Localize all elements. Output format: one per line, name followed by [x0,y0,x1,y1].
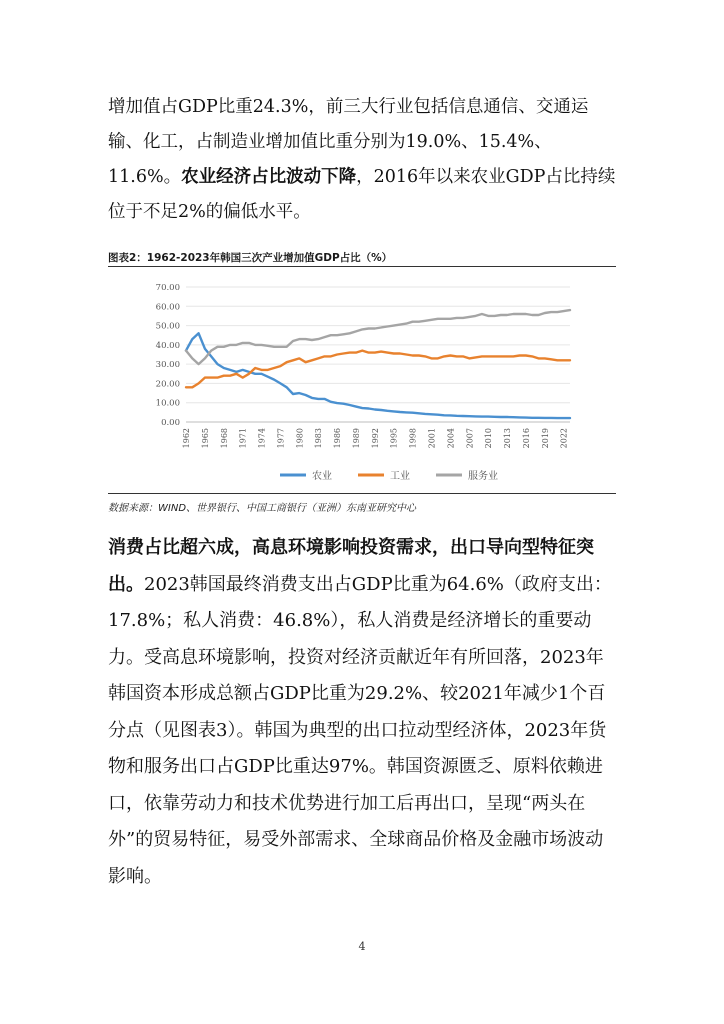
figure-bottom-rule [108,493,616,494]
figure-source: 数据来源：WIND、世界银行、中国工商银行（亚洲）东南亚研究中心 [108,503,417,514]
x-tick-label: 2019 [540,428,550,449]
para1-text2: ，2016年以来农业GDP占比持续位于不足2%的偏低水平。 [108,167,616,222]
paragraph-consumption [108,530,618,895]
x-tick-label: 2013 [503,428,513,449]
x-tick-label: 1962 [182,428,191,449]
x-tick-label: 2004 [446,428,456,449]
legend-label: 工业 [390,471,410,482]
paragraph-agriculture [108,90,618,230]
x-tick-label: 1986 [333,428,343,449]
legend-label: 服务业 [468,471,498,482]
figure-top-rule [108,266,616,267]
figure-title: 图表2：1962-2023年韩国三次产业增加值GDP占比（%） [108,252,393,264]
chart-grid [186,287,570,422]
y-tick-label: 10.00 [155,398,180,409]
para1-bold: 农业经济占比波动下降 [181,167,357,187]
industry-share-chart [108,270,618,490]
x-tick-label: 1968 [219,428,229,449]
x-tick-label: 1980 [295,428,305,449]
x-tick-label: 2016 [521,428,531,449]
y-axis-ticks [156,283,180,428]
x-tick-label: 1992 [370,428,380,449]
x-tick-label: 1977 [276,428,286,449]
x-tick-label: 1998 [408,428,418,449]
para1-text1: 增加值占GDP比重24.3%，前三大行业包括信息通信、交通运输、化工，占制造业增加值比重分别为19.0%、15.4%、11.6%。 [108,97,589,187]
legend-label: 农业 [312,471,332,482]
page-number: 4 [358,940,366,953]
chart-legend [280,469,498,482]
para2-text: 2023韩国最终消费支出占GDP比重为64.6%（政府支出：17.8%；私人消费：46.8%），私人消费是经济增长的重要动力。受高息环境影响，投资对经济贡献近年有所回落，2023年韩国资本形成总额占GDP比重为29.2%、较2021年减少1个百分点（见图表3）。韩国为典型的出口拉动型经济体，2023年货物和服务出口占GDP比重达97%。韩国资源匮乏、原料依赖进口，依靠劳动力和技术优势进行加工后再出口，呈现“两头在外”的贸易特征，易受外部需求、全球商品价格及金融市场波动影响。 [108,573,612,887]
x-tick-label: 2022 [559,428,569,449]
x-tick-label: 2001 [427,428,437,449]
x-tick-label: 1995 [389,428,399,449]
y-tick-label: 40.00 [155,340,180,351]
x-tick-label: 1983 [314,428,324,449]
x-tick-label: 1974 [257,428,267,449]
x-tick-label: 2007 [465,428,475,449]
y-tick-label: 70.00 [155,283,180,293]
y-tick-label: 20.00 [155,379,180,390]
x-tick-label: 1965 [200,428,210,449]
para2-bold: 消费占比超六成，高息环境影响投资需求，出口导向型特征突出。 [108,537,594,595]
x-axis-ticks [182,428,569,448]
x-tick-label: 1989 [351,428,361,449]
y-tick-label: 0.00 [161,418,180,428]
y-tick-label: 30.00 [155,360,180,371]
y-tick-label: 60.00 [155,302,180,313]
x-tick-label: 2010 [484,428,494,449]
x-tick-label: 1971 [238,428,248,449]
y-tick-label: 50.00 [155,321,180,332]
